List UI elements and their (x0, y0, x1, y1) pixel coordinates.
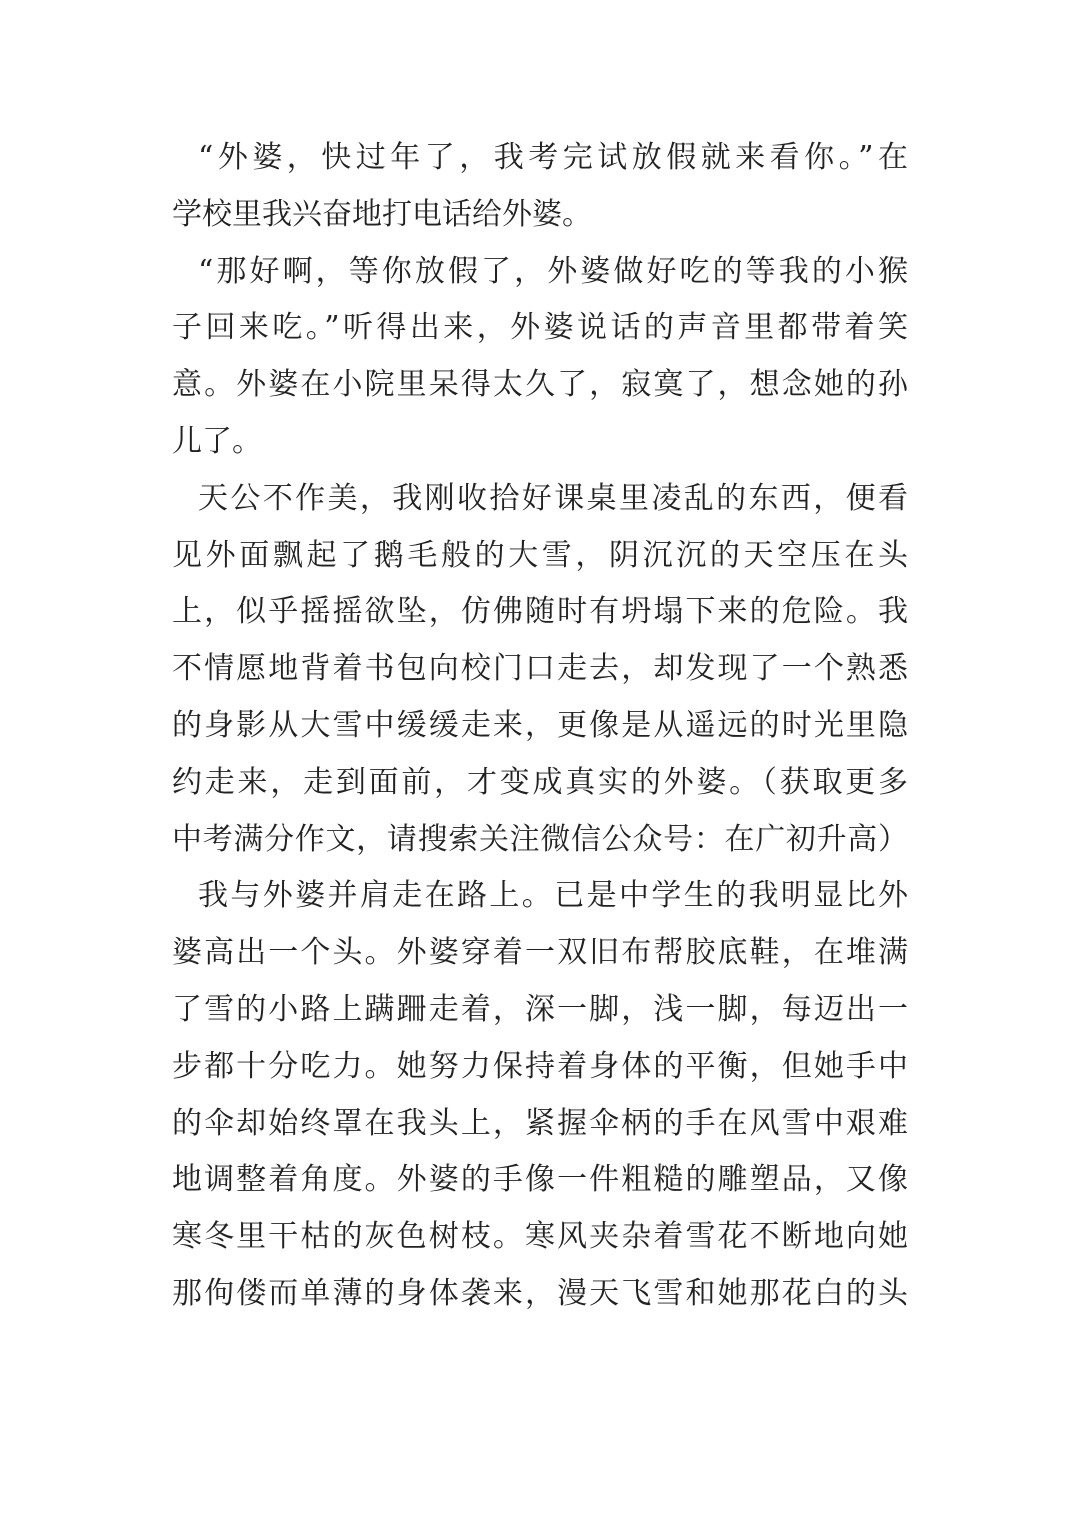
text-line: 地调整着角度。外婆的手像一件粗糙的雕塑品，又像 (172, 1162, 908, 1198)
text-line: 的身影从大雪中缓缓走来，更像是从遥远的时光里隐 (172, 707, 908, 743)
text-line: 见外面飘起了鹅毛般的大雪，阴沉沉的天空压在头 (172, 537, 908, 573)
text-line: 我与外婆并肩走在路上。已是中学生的我明显比外 (198, 878, 908, 914)
text-line: 婆高出一个头。外婆穿着一双旧布帮胶底鞋，在堆满 (172, 935, 908, 971)
text-line: 中考满分作文，请搜索关注微信公众号：在广初升高） (172, 821, 908, 857)
text-line: 步都十分吃力。她努力保持着身体的平衡，但她手中 (172, 1048, 908, 1084)
text-line: 天公不作美，我刚收拾好课桌里凌乱的东西，便看 (198, 480, 908, 516)
text-line: “那好啊，等你放假了，外婆做好吃的等我的小猴 (198, 253, 908, 289)
essay-body (172, 130, 908, 1323)
text-line: 子回来吃。”听得出来，外婆说话的声音里都带着笑 (172, 310, 908, 346)
text-line: 约走来，走到面前，才变成真实的外婆。（获取更多 (172, 764, 908, 800)
text-line: “外婆，快过年了，我考完试放假就来看你。”在 (198, 140, 908, 175)
text-line: 的伞却始终罩在我头上，紧握伞柄的手在风雪中艰难 (172, 1105, 908, 1141)
text-line: 不情愿地背着书包向校门口走去，却发现了一个熟悉 (172, 651, 908, 687)
text-line: 儿了。 (172, 423, 262, 459)
text-line: 那佝偻而单薄的身体袭来，漫天飞雪和她那花白的头 (172, 1275, 908, 1311)
text-line: 寒冬里干枯的灰色树枝。寒风夹杂着雪花不断地向她 (172, 1219, 908, 1255)
text-line: 意。外婆在小院里呆得太久了，寂寞了，想念她的孙 (172, 367, 908, 403)
text-line: 了雪的小路上蹒跚走着，深一脚，浅一脚，每迈出一 (172, 991, 908, 1027)
text-line: 上，似乎摇摇欲坠，仿佛随时有坍塌下来的危险。我 (172, 594, 908, 630)
text-line: 学校里我兴奋地打电话给外婆。 (172, 196, 592, 232)
